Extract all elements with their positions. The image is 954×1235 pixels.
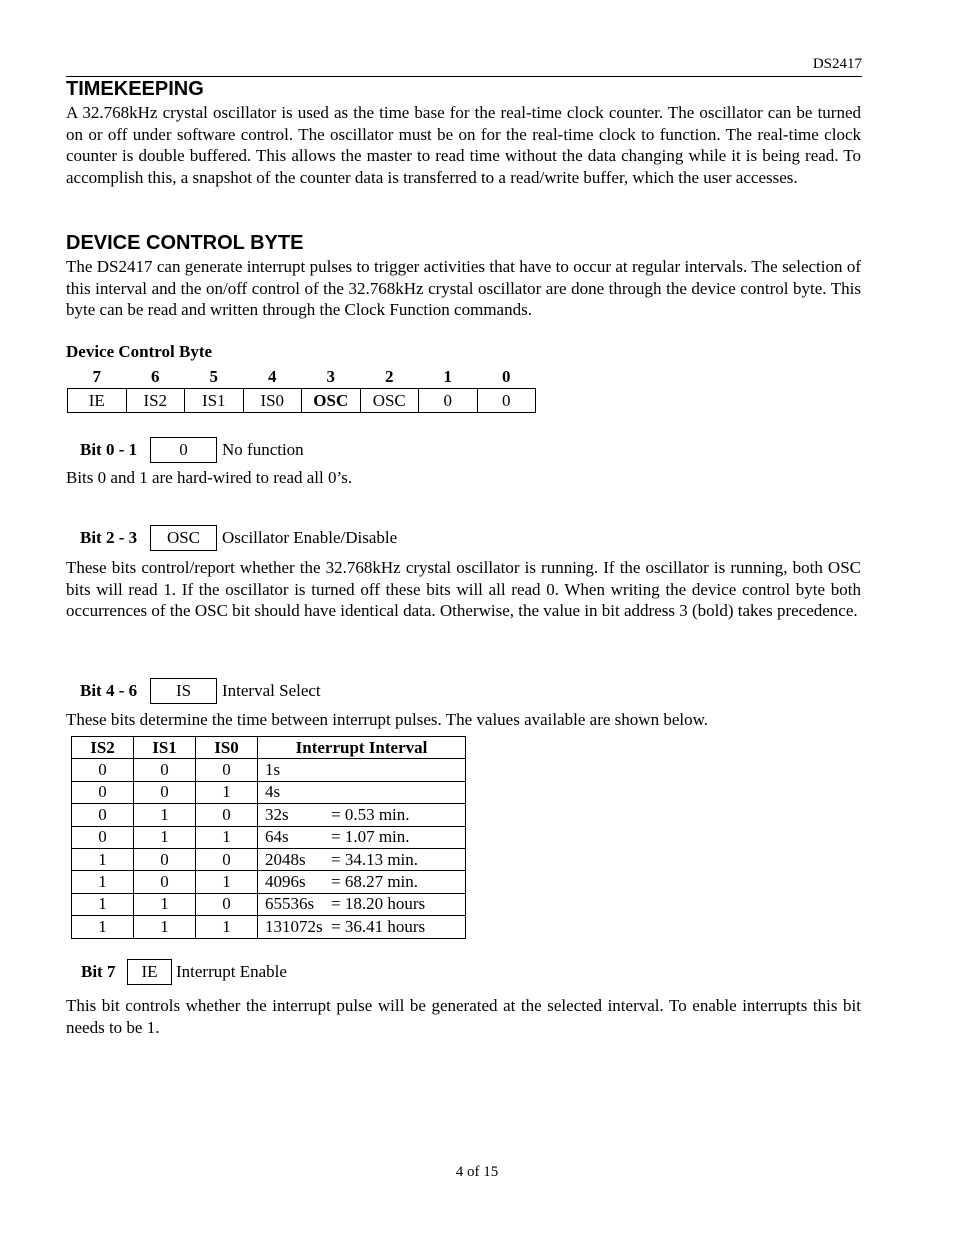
interval-seconds: 32s (265, 804, 289, 824)
cell-is2: 0 (72, 826, 134, 848)
interval-seconds: 131072s (265, 916, 323, 936)
bit01-box: 0 (150, 437, 217, 463)
bit-name: IS2 (126, 389, 185, 413)
bit46-box: IS (150, 678, 217, 704)
bit46-name: Interval Select (222, 681, 321, 700)
cell-is0: 0 (196, 848, 258, 870)
cell-is0: 1 (196, 871, 258, 893)
bit-name: IE (68, 389, 127, 413)
cell-is1: 0 (134, 759, 196, 781)
interval-seconds: 1s (265, 760, 281, 780)
bit-number: 1 (443, 366, 452, 386)
cell-interval (258, 781, 466, 803)
header-is0: IS0 (196, 737, 258, 759)
bit-name: OSC (360, 389, 419, 413)
table-row (72, 759, 466, 781)
bit01-label: Bit 0 - 1 (80, 440, 138, 459)
table-row (72, 826, 466, 848)
cell-is1: 0 (134, 871, 196, 893)
bit-name: IS1 (185, 389, 244, 413)
bit7-text: This bit controls whether the interrupt pulse will be generated at the selected interval. To enable interrupts this bit needs to be 1. (66, 996, 861, 1037)
header-rule (66, 76, 862, 77)
interval-equivalent: = 18.20 hours (331, 894, 426, 914)
table-row (72, 871, 466, 893)
bit7-box: IE (127, 959, 172, 985)
header-is2: IS2 (72, 737, 134, 759)
bit7-name: Interrupt Enable (176, 962, 287, 981)
cell-interval (258, 848, 466, 870)
cell-is2: 1 (72, 848, 134, 870)
bit-number: 5 (209, 366, 218, 386)
interval-equivalent: = 0.53 min. (331, 804, 410, 824)
interval-table (71, 736, 466, 939)
table-row (72, 916, 466, 938)
header-interval: Interrupt Interval (258, 737, 466, 759)
cell-interval (258, 804, 466, 826)
interval-seconds: 65536s (265, 894, 315, 914)
cell-interval (258, 759, 466, 781)
bit-number: 4 (268, 366, 277, 386)
cell-is1: 0 (134, 781, 196, 803)
bit7-row-inner (81, 959, 287, 985)
cell-is1: 1 (134, 893, 196, 915)
bit-number: 6 (151, 366, 160, 386)
bit7-label-visible: Bit 7 (81, 962, 116, 981)
interval-equivalent: = 68.27 min. (331, 872, 419, 892)
cell-is2: 0 (72, 804, 134, 826)
cell-interval (258, 826, 466, 848)
cell-is1: 0 (134, 848, 196, 870)
bit46-row (80, 678, 321, 704)
interval-seconds: 64s (265, 827, 289, 847)
cell-is2: 0 (72, 759, 134, 781)
cell-is2: 1 (72, 893, 134, 915)
timekeeping-heading: TIMEKEEPING (66, 78, 204, 100)
cell-interval (258, 871, 466, 893)
table-row (72, 848, 466, 870)
table-row (72, 781, 466, 803)
device-control-table-title: Device Control Byte (66, 342, 213, 361)
interval-seconds: 4096s (265, 872, 306, 892)
interval-equivalent: = 1.07 min. (331, 827, 410, 847)
cell-is1: 1 (134, 826, 196, 848)
bit23-name: Oscillator Enable/Disable (222, 528, 398, 547)
interval-equivalent: = 36.41 hours (331, 916, 426, 936)
bit46-text: These bits determine the time between interrupt pulses. The values available are shown below. (66, 710, 709, 729)
interval-seconds: 4s (265, 782, 281, 802)
cell-is0: 0 (196, 893, 258, 915)
bit-number: 7 (92, 366, 101, 386)
cell-is0: 1 (196, 781, 258, 803)
bit01-text: Bits 0 and 1 are hard-wired to read all 0’s. (66, 468, 353, 487)
cell-interval (258, 893, 466, 915)
page-number: 4 of 15 (455, 1164, 499, 1180)
cell-is0: 1 (196, 826, 258, 848)
device-control-byte-table (67, 365, 536, 413)
cell-is1: 1 (134, 916, 196, 938)
bit-name: IS0 (243, 389, 302, 413)
bit23-text: These bits control/report whether the 32.768kHz crystal oscillator is running. If the oscillator is running, both OSC bits will read 1. If the oscillator is turned off these bits will all read 0. When writing the device control byte both occurrences of the OSC bit should have identical data. Otherwise, the value in bit address 3 (bold) takes precedence. (66, 558, 861, 620)
cell-is2: 0 (72, 781, 134, 803)
device-control-heading: DEVICE CONTROL BYTE (66, 232, 304, 254)
header-is1: IS1 (134, 737, 196, 759)
interval-equivalent: = 34.13 min. (331, 849, 419, 869)
timekeeping-paragraph: A 32.768kHz crystal oscillator is used as the time base for the real-time clock counter. The oscillator can be turned on or off under software control. The oscillator must be on for the real-time clock to function. The real-time clock counter is double buffered. This allows the master to read time without the data changing while it is being read. To accomplish this, a snapshot of the counter data is transferred to a read/write buffer, which the user accesses. (66, 103, 861, 187)
bit-number: 3 (326, 366, 335, 386)
bit01-name: No function (222, 440, 304, 459)
cell-is0: 1 (196, 916, 258, 938)
bit01-row (80, 437, 304, 463)
cell-is0: 0 (196, 804, 258, 826)
bit23-label: Bit 2 - 3 (80, 528, 138, 547)
device-control-paragraph: The DS2417 can generate interrupt pulses to trigger activities that have to occur at regular intervals. The selection of this interval and the on/off control of the 32.768kHz crystal oscillator are done through the device control byte. This byte can be read and written through the Clock Function commands. (66, 257, 861, 319)
cell-interval (258, 916, 466, 938)
bit46-label: Bit 4 - 6 (80, 681, 138, 700)
bit23-row (80, 525, 397, 551)
cell-is1: 1 (134, 804, 196, 826)
bit-number: 2 (385, 366, 394, 386)
cell-is0: 0 (196, 759, 258, 781)
bit-name: 0 (477, 389, 536, 413)
bit-name-osc-bold: OSC (302, 389, 361, 413)
cell-is2: 1 (72, 871, 134, 893)
part-number: DS2417 (812, 56, 862, 72)
bit-name: 0 (419, 389, 478, 413)
table-row (72, 893, 466, 915)
interval-seconds: 2048s (265, 849, 306, 869)
table-row (72, 804, 466, 826)
bit-number: 0 (502, 366, 511, 386)
cell-is2: 1 (72, 916, 134, 938)
bit23-box: OSC (150, 525, 217, 551)
